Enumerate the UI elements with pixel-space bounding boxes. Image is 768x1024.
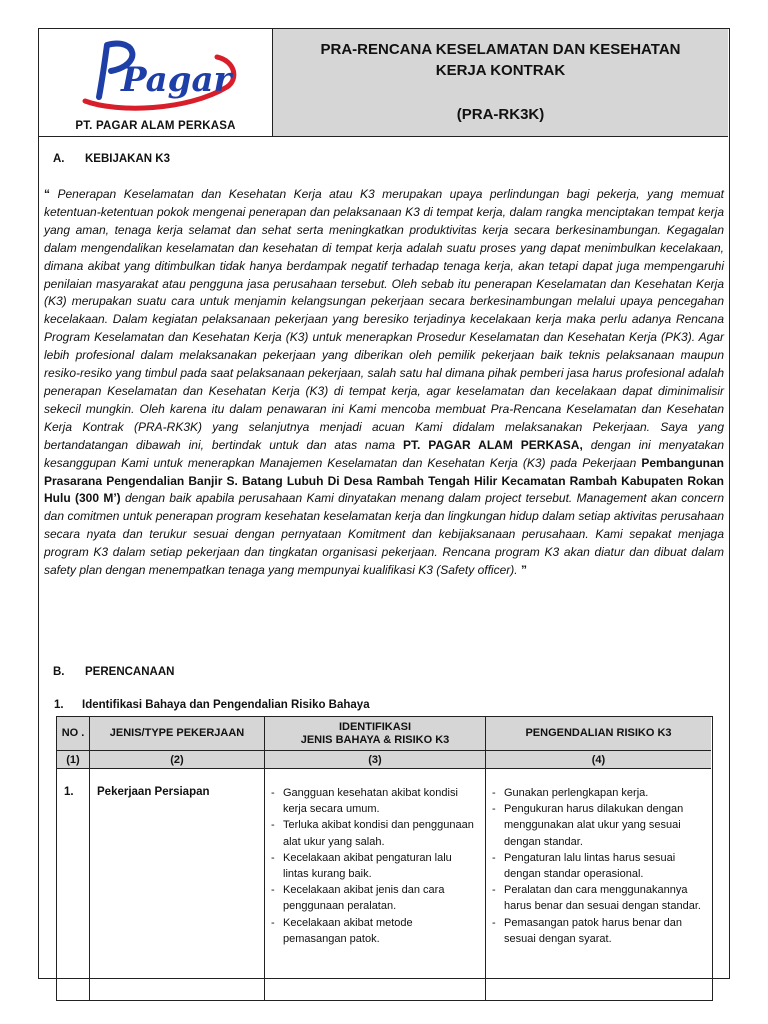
list-item: - Pemasangan patok harus benar dan sesuai dengan syarat.: [492, 915, 704, 947]
list-item: - Gunakan perlengkapan kerja.: [492, 785, 704, 801]
policy-company-name: PT. PAGAR ALAM PERKASA,: [402, 437, 583, 452]
header-pengendalian: PENGENDALIAN RISIKO K3: [525, 727, 672, 739]
policy-statement: [44, 186, 724, 580]
section-a-number: A.: [53, 153, 65, 165]
subsection-1-number: 1.: [54, 699, 64, 711]
open-quote: “: [44, 187, 50, 201]
company-logo: [77, 35, 237, 117]
title-line-2: KERJA KONTRAK: [435, 62, 566, 79]
row-number-cell: [57, 769, 90, 1001]
section-b-number: B.: [53, 666, 65, 678]
policy-text-3: dengan baik apabila perusahaan Kami dinyatakan menang dalam project tersebut. Management akan concern dan comitmen untuk penerapan program kesehatan keselamatan kerja dan lingkungan hidup dalam setiap aktivitas perusahaan secara nyata dan terukur sesuai dengan pernyataan Komitment dan kebijaksanaan perusahaan. Kami sepakat menjaga program K3 dalam setiap pekerjaan dan tingkatan organisasi pekerjaan. Rencana program K3 akan diatur dan dibuat dalam safety plan dengan menempatkan tenaga yang mempunyai kualifikasi K3 (Safety officer).: [44, 491, 725, 578]
document-page: [38, 28, 730, 979]
close-quote: ”: [517, 563, 527, 578]
section-b-heading: [53, 666, 174, 678]
policy-project-name: Pembangunan Prasarana Pengendalian Banjir S. Batang Lubuh Di Desa Rambah Tengah Hilir Kecamatan Rambah Kabupaten Rokan Hulu (300 M’): [44, 455, 724, 506]
col-number: (2): [90, 751, 265, 768]
work-type-cell: [90, 769, 265, 1001]
col-number: (3): [265, 751, 486, 768]
col-number: (4): [591, 753, 606, 766]
hazard-risk-table: [56, 716, 713, 1001]
section-a-title: KEBIJAKAN K3: [85, 153, 170, 165]
list-item: - Pengukuran harus dilakukan dengan menggunakan alat ukur yang sesuai dengan standar.: [492, 801, 704, 850]
section-b-title: PERENCANAAN: [85, 666, 175, 678]
list-item: - Gangguan kesehatan akibat kondisi kerja secara umum.: [271, 785, 476, 817]
title-cell: [273, 29, 728, 136]
col-number: (1): [57, 751, 90, 768]
header-identifikasi-line-2: JENIS BAHAYA & RISIKO K3: [300, 733, 450, 746]
logo-cell: [39, 29, 273, 136]
hazards-cell: [265, 769, 486, 1001]
header-identifikasi-line-1: IDENTIFIKASI: [338, 720, 412, 733]
table-header-row: [57, 717, 711, 751]
control-list: [492, 785, 704, 947]
policy-text-2: dengan ini menyatakan kesanggupan Kami untuk menerapkan Manajemen Keselamatan dan Kesehatan Kerja (K3) pada Pekerjaan: [44, 437, 724, 470]
subsection-1-title: Identifikasi Bahaya dan Pengendalian Risiko Bahaya: [82, 699, 370, 711]
header-no: NO .: [57, 717, 90, 750]
subsection-1-heading: [54, 699, 370, 711]
document-title: [273, 39, 728, 81]
hazard-list: [271, 785, 476, 947]
policy-text-1: Penerapan Keselamatan dan Kesehatan Kerja atau K3 merupakan upaya perlindungan bagi pekerja, yang memuat ketentuan-ketentuan pokok mengenai penerapan dan pelaksanaan K3 di tempat kerja, dalam rangka menciptakan tempat kerja yang aman, tenaga kerja selamat dan sehat serta meningkatkan produktivitas kerja secara berkesinambungan. Kegagalan dalam mengendalikan keselamatan dan kesehatan di tempat kerja adalah suatu proses yang dapat menimbulkan kecelakaan, dimana akibat yang ditimbulkan tidak hanya berdampak negatif terhadap tenaga kerja, akan tetapi dapat juga mempengaruhi penilaian masyarakat atau pengguna jasa perusahaan tersebut. Oleh sebab itu penerapan Keselamatan dan Kesehatan Kerja (K3) merupakan suatu cara untuk menjamin kelangsungan pekerjaan secara berkesinambungan melalui upaya pencegahan kecelakaan. Dalam kegiatan pelaksanaan pekerjaan yang beresiko terjadinya kecelakaan kerja maka perlu adanya Rencana Program Keselamatan dan Kesehatan Kerja (K3) untuk menerapkan Prosedur Keselamatan dan Kesehatan Kerja (PK3). Agar lebih profesional dalam melaksanakan pekerjaan yang diberikan oleh pemilik pekerjaan baik teknis pelaksanaan maupun resiko-resiko yang timbul pada saat pelaksanaan pekerjaan, salah satu hal dimana pihak pemberi jasa harus profesional adalah penerapan Keselamatan dan Kesehatan Kerja (K3) di tempat kerja, agar keselamatan dan kecelakaan dapat diminimalisir sekecil mungkin. Oleh karena itu dalam penawaran ini Kami mencoba membuat Pra-Rencana Keselamatan dan Kesehatan Kerja Kontrak (PRA-RK3K) yang selanjutnya menjadi acuan Kami didalam melaksanakan Pekerjaan. Saya yang bertandatangan dibawah ini, bertindak untuk dan atas nama: [44, 187, 724, 452]
list-item: - Pengaturan lalu lintas harus sesuai dengan standar operasional.: [492, 850, 704, 882]
list-item: - Kecelakaan akibat pengaturan lalu lintas kurang baik.: [271, 850, 476, 882]
document-code: (PRA-RK3K): [456, 106, 545, 123]
row-number: 1.: [64, 786, 74, 798]
list-item: - Kecelakaan akibat metode pemasangan patok.: [271, 915, 476, 947]
title-line-1: PRA-RENCANA KESELAMATAN DAN KESEHATAN: [320, 41, 681, 58]
controls-cell: [486, 769, 711, 1001]
list-item: - Kecelakaan akibat jenis dan cara penggunaan peralatan.: [271, 882, 476, 914]
work-type: Pekerjaan Persiapan: [97, 786, 210, 798]
header-jenis: JENIS/TYPE PEKERJAAN: [90, 717, 265, 750]
header-identifikasi: [265, 717, 486, 750]
list-item: - Terluka akibat kondisi dan penggunaan alat ukur yang salah.: [271, 817, 476, 849]
section-a-heading: [53, 153, 170, 165]
table-row: [57, 769, 711, 1001]
document-header: [39, 29, 728, 137]
list-item: - Peralatan dan cara menggunakannya harus benar dan sesuai dengan standar.: [492, 882, 704, 914]
logo-wordmark: Pagar: [121, 60, 232, 100]
table-column-number-row: [57, 751, 711, 769]
company-name: PT. PAGAR ALAM PERKASA: [75, 120, 236, 132]
